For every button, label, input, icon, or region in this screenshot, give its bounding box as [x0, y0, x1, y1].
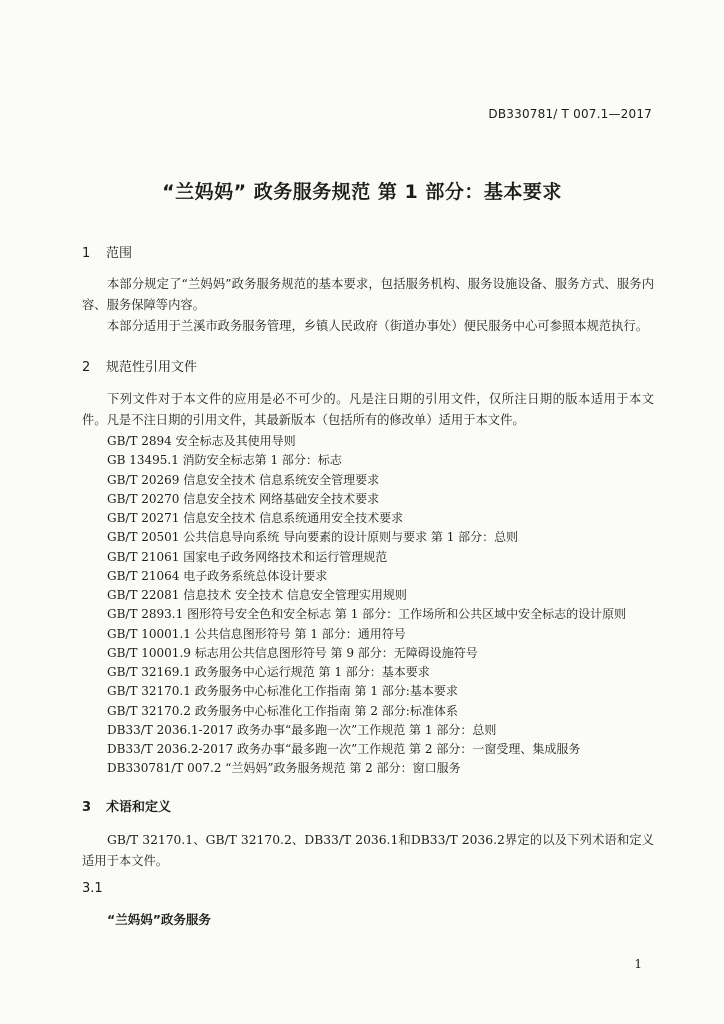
reference-item: GB/T 21061 国家电子政务网络技术和运行管理规范 — [107, 549, 388, 564]
reference-item: GB/T 2893.1 图形符号安全色和安全标志 第 1 部分：工作场所和公共区域中安全标志的设计原则 — [107, 607, 627, 622]
term-heading: “兰妈妈”政务服务 — [107, 912, 211, 927]
section-number: 2 — [82, 360, 91, 375]
reference-item: DB330781/T 007.2 “兰妈妈”政务服务规范 第 2 部分：窗口服务 — [107, 761, 461, 776]
section-1-heading — [82, 242, 132, 261]
reference-item: DB33/T 2036.1-2017 政务办事“最多跑一次”工作规范 第 1 部分：总则 — [107, 722, 497, 737]
section-number: 3 — [82, 800, 92, 815]
reference-item: GB/T 20271 信息安全技术 信息系统通用安全技术要求 — [107, 511, 404, 525]
reference-item: DB33/T 2036.2-2017 政务办事“最多跑一次”工作规范 第 2 部分：一窗受理、集成服务 — [107, 742, 581, 756]
section-3-paragraph: GB/T 32170.1、GB/T 32170.2、DB33/T 2036.1和DB33/T 2036.2界定的以及下列术语和定义适用于本文件。 — [82, 833, 654, 868]
reference-item: GB/T 32169.1 政务服务中心运行规范 第 1 部分：基本要求 — [107, 665, 430, 679]
section-3-heading — [82, 796, 171, 815]
reference-item: GB/T 2894 安全标志及其使用导则 — [107, 434, 296, 448]
reference-item: GB/T 22081 信息技术 安全技术 信息安全管理实用规则 — [107, 588, 407, 602]
page-number: 1 — [634, 957, 642, 971]
section-2-paragraph: 下列文件对于本文件的应用是必不可少的。凡是注日期的引用文件，仅所注日期的版本适用于本文件。凡是不注日期的引用文件，其最新版本（包括所有的修改单）适用于本文件。 — [82, 392, 654, 427]
reference-item: GB/T 20270 信息安全技术 网络基础安全技术要求 — [107, 491, 380, 506]
section-1-paragraph-2: 本部分适用于兰溪市政务服务管理，乡镇人民政府（街道办事处）便民服务中心可参照本规范执行。 — [107, 319, 649, 333]
normative-references-list — [107, 432, 626, 779]
reference-item: GB 13495.1 消防安全标志第 1 部分：标志 — [107, 453, 342, 468]
section-2-heading — [82, 356, 197, 375]
reference-item: GB/T 10001.1 公共信息图形符号 第 1 部分：通用符号 — [107, 626, 406, 641]
section-number: 1 — [82, 246, 91, 261]
section-title: 规范性引用文件 — [106, 360, 198, 375]
reference-item: GB/T 10001.9 标志用公共信息图形符号 第 9 部分：无障碍设施符号 — [107, 645, 478, 660]
document-code: DB330781/ T 007.1—2017 — [488, 107, 652, 121]
section-title: 术语和定义 — [106, 800, 172, 815]
reference-item: GB/T 21064 电子政务系统总体设计要求 — [107, 568, 328, 583]
reference-item: GB/T 20501 公共信息导向系统 导向要素的设计原则与要求 第 1 部分：总则 — [107, 530, 519, 545]
reference-item: GB/T 32170.2 政务服务中心标准化工作指南 第 2 部分:标准体系 — [107, 703, 458, 718]
reference-item: GB/T 20269 信息安全技术 信息系统安全管理要求 — [107, 472, 380, 487]
section-title: 范围 — [106, 246, 133, 261]
section-1-paragraph-1: 本部分规定了“兰妈妈”政务服务规范的基本要求，包括服务机构、服务设施设备、服务方式、服务内容、服务保障等内容。 — [82, 277, 654, 312]
subsection-number: 3.1 — [82, 881, 103, 896]
document-title: “兰妈妈” 政务服务规范 第 1 部分：基本要求 — [162, 181, 562, 203]
reference-item: GB/T 32170.1 政务服务中心标准化工作指南 第 1 部分:基本要求 — [107, 684, 458, 699]
